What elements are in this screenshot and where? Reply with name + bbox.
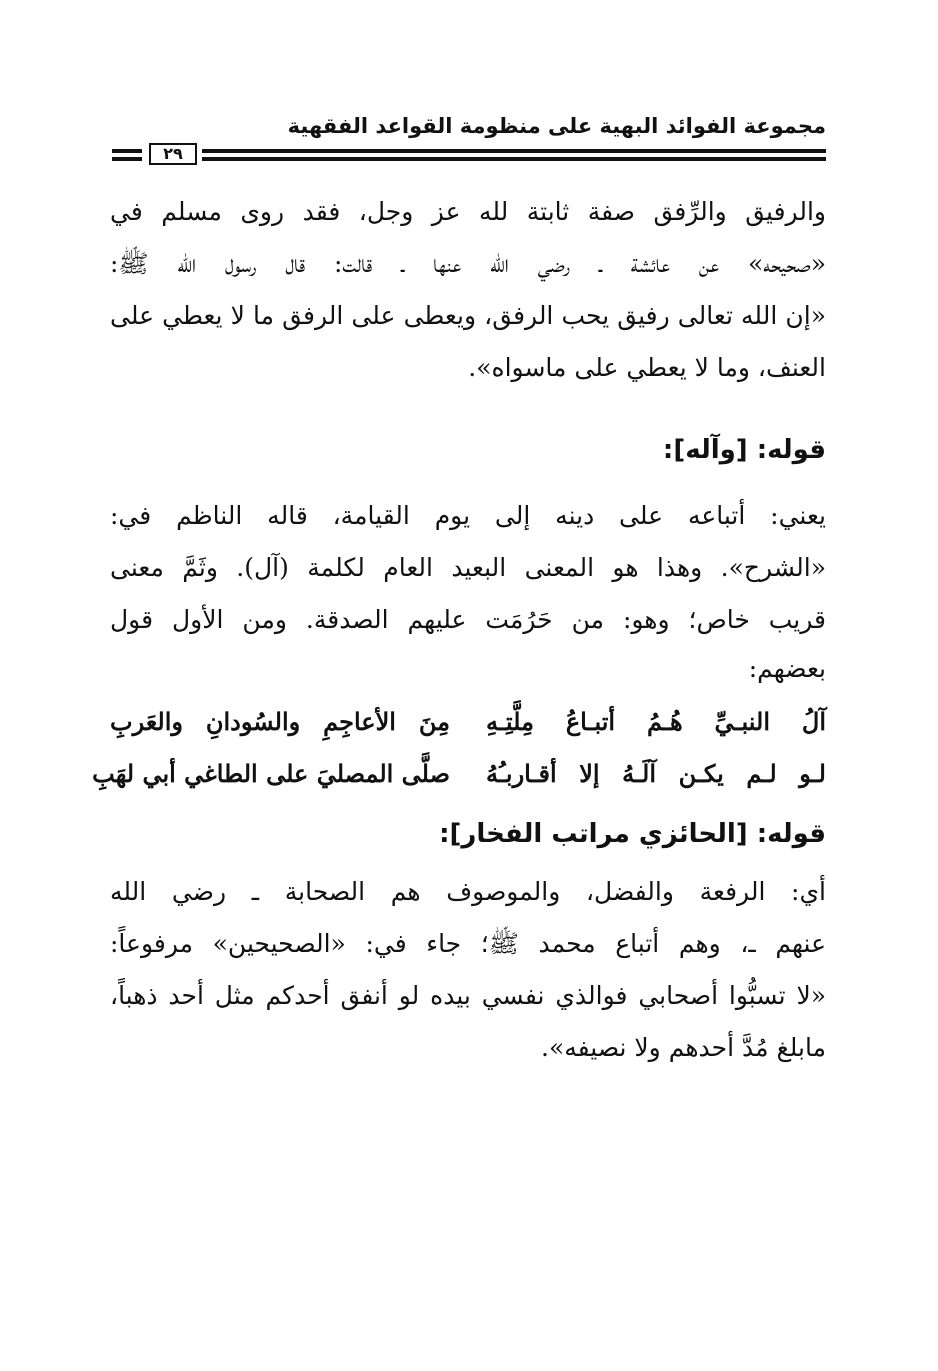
paragraph-rifq bbox=[110, 186, 826, 394]
header-rule-line bbox=[202, 149, 826, 153]
poetry-verses bbox=[92, 696, 826, 800]
paragraph-line: «الشرح». وهذا هو المعنى البعيد العام لكلمة (آل). وثَمَّ معنى bbox=[110, 553, 826, 582]
section-heading-al-haizi: قوله: [الحائزي مراتب الفخار]: bbox=[439, 819, 826, 849]
header-rule-dash bbox=[112, 157, 142, 161]
paragraph-line: عنهم ـ، وهم أتباع محمد ﷺ؛ جاء في: «الصحيحين» مرفوعاً: bbox=[110, 929, 826, 958]
header-rule-line bbox=[202, 157, 826, 161]
running-head-title: مجموعة الفوائد البهية على منظومة القواعد الفقهية bbox=[287, 114, 826, 138]
paragraph-line: العنف، وما لا يعطي على ماسواه». bbox=[468, 353, 826, 382]
verse-second-hemistich: صلَّى المصليَ على الطاغي أبي لهَبِ bbox=[92, 759, 450, 788]
page-number: ٢٩ bbox=[149, 143, 197, 165]
verse-second-hemistich: مِنَ الأعاجِمِ والسُودانِ والعَربِ bbox=[110, 707, 450, 736]
paragraph-line: «إن الله تعالى رفيق يحب الرفق، ويعطى على الرفق ما لا يعطي على bbox=[110, 301, 826, 330]
paragraph-line: مابلغ مُدَّ أحدهم ولا نصيفه». bbox=[541, 1033, 826, 1062]
section-heading-wa-alihi: قوله: [وآله]: bbox=[662, 435, 826, 465]
paragraph-line: قريب خاص؛ وهو: من حَرُمَت عليهم الصدقة. ومن الأول قول bbox=[110, 605, 826, 634]
paragraph-line: بعضهم: bbox=[748, 654, 826, 683]
verse-line bbox=[92, 748, 826, 800]
header-rule bbox=[112, 143, 826, 169]
verse-first-hemistich: لـو لـم يكـن آلَـهُ إلا أقـاربـُهُ bbox=[486, 759, 826, 788]
paragraph-line: والرفيق والرِّفق صفة ثابتة لله عز وجل، فقد روى مسلم في bbox=[110, 197, 826, 226]
paragraph-line: «لا تسبُّوا أصحابي فوالذي نفسي بيده لو أنفق أحدكم مثل أحد ذهباً، bbox=[110, 981, 826, 1010]
header-rule-dash bbox=[112, 149, 142, 153]
paragraph-sahaba bbox=[110, 866, 826, 1074]
paragraph-line: أي: الرفعة والفضل، والموصوف هم الصحابة ـ رضي الله bbox=[110, 877, 826, 906]
paragraph-line: يعني: أتباعه على دينه إلى يوم القيامة، قاله الناظم في: bbox=[110, 501, 826, 530]
paragraph-line: «صحيحه» عن عائشة ـ رضي الله عنها ـ قالت: قال رسول الله ﷺ: bbox=[110, 249, 826, 278]
verse-line bbox=[110, 696, 826, 748]
paragraph-al-meaning bbox=[110, 490, 826, 692]
verse-first-hemistich: آلُ النبـيِّ هُـمُ أتبـاعُ مِلَّتِـهِ bbox=[486, 707, 826, 736]
